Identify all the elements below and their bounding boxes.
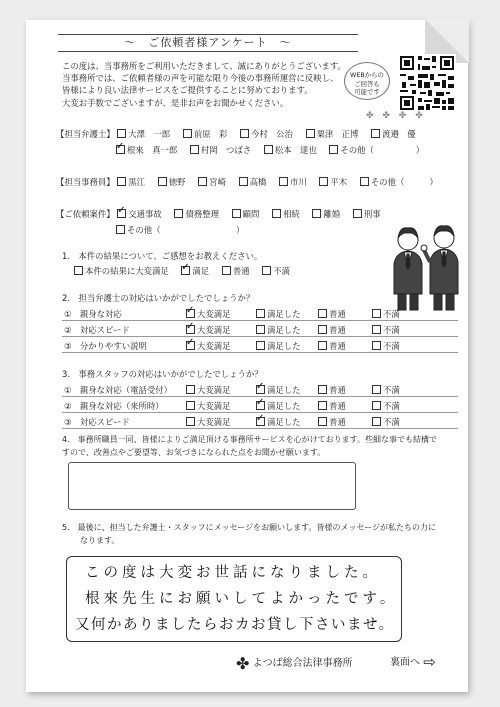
option-label: 不満: [273, 266, 291, 276]
q2-rating-option[interactable]: [256, 324, 301, 336]
option-label: 満足: [192, 266, 210, 276]
q3-rating-option[interactable]: [186, 384, 231, 396]
option-label: 前原 彩: [193, 129, 228, 139]
checkbox[interactable]: [264, 145, 273, 154]
checkbox[interactable]: [198, 177, 207, 186]
checkbox[interactable]: [74, 266, 83, 275]
checkbox[interactable]: [318, 417, 327, 426]
checkbox[interactable]: [240, 129, 249, 138]
intro-text: [62, 60, 362, 109]
option-label: 平木: [330, 177, 348, 187]
option-label: 離婚: [323, 209, 341, 219]
q1-options: [74, 265, 300, 277]
q2-text: 2. 担当弁護士の対応はいかがでしたでしょうか？: [62, 293, 255, 303]
checkbox[interactable]: [116, 225, 125, 234]
rating-label: 普通: [329, 309, 346, 319]
q3-rating-option[interactable]: [256, 416, 301, 428]
option-label: 黒江: [128, 177, 146, 187]
q1-option[interactable]: [181, 265, 209, 277]
qr-code[interactable]: [398, 54, 456, 112]
checkbox[interactable]: [183, 129, 192, 138]
case-label: 【ご依頼案件】: [56, 209, 115, 219]
arrow-right-icon: ⇨: [423, 653, 436, 671]
q3-rating-option[interactable]: [318, 400, 346, 412]
q3-text: 3. 事務スタッフの対応はいかがでしたでしょうか？: [62, 369, 263, 379]
lawyer-row-2: [116, 144, 434, 156]
q3-rating-option[interactable]: [186, 416, 231, 428]
case-option[interactable]: [272, 208, 300, 220]
checkbox[interactable]: [318, 401, 327, 410]
option-label: その他（ ）: [127, 225, 245, 235]
checkbox[interactable]: [353, 209, 362, 218]
checkbox[interactable]: [186, 401, 195, 410]
checkbox[interactable]: [279, 177, 288, 186]
rating-label: 不満: [383, 341, 400, 351]
rating-label: 満足した: [267, 417, 301, 427]
q2-rating-option[interactable]: [318, 324, 346, 336]
case-option[interactable]: [312, 208, 340, 220]
staff-option[interactable]: [360, 176, 438, 188]
web-answer-badge: [344, 62, 390, 100]
rating-label: 満足した: [267, 309, 301, 319]
checkbox[interactable]: [222, 266, 231, 275]
case-option[interactable]: [353, 208, 381, 220]
q3-rating-option[interactable]: [256, 400, 301, 412]
q2-rating-option[interactable]: [372, 340, 400, 352]
checkbox[interactable]: [329, 145, 338, 154]
intro-line: 大変お手数でございますが、是非お声をお聞かせください。: [62, 97, 289, 108]
rating-label: 不満: [383, 417, 400, 427]
q3-rating-option[interactable]: [256, 384, 301, 396]
checkbox[interactable]: [319, 177, 328, 186]
checkbox[interactable]: [318, 325, 327, 334]
web-badge-line: ご回答も: [354, 79, 380, 88]
checkbox[interactable]: [318, 309, 327, 318]
lawyers-illustration: [382, 216, 470, 316]
handwritten-line: 根來先生にお願いしてよかったです。: [85, 591, 399, 607]
case-option[interactable]: [116, 224, 244, 236]
next-page-link[interactable]: [390, 652, 436, 674]
checkbox[interactable]: [158, 177, 167, 186]
q3-rating-option[interactable]: [372, 400, 400, 412]
option-label: 市川: [289, 177, 307, 187]
office-footer: [236, 652, 353, 675]
lawyer-option[interactable]: [264, 144, 317, 156]
improvement-comment-box[interactable]: [68, 462, 356, 510]
checkbox[interactable]: [371, 129, 380, 138]
checkbox[interactable]: [232, 209, 241, 218]
q3-rating-option[interactable]: [372, 416, 400, 428]
q3-rating-option[interactable]: [372, 384, 400, 396]
staff-row: [56, 176, 448, 188]
q3-row-label: ② 親身な対応（来所時）: [64, 401, 164, 411]
case-row-2: [116, 224, 254, 236]
rating-label: 不満: [383, 309, 400, 319]
checkbox-checked[interactable]: [116, 145, 125, 154]
rating-label: 普通: [329, 341, 346, 351]
option-label: 普通: [232, 266, 250, 276]
lawyer-option[interactable]: [306, 128, 359, 140]
q2-row-label: ③ 分かりやすい説明: [64, 341, 147, 351]
checkbox[interactable]: [117, 129, 126, 138]
rating-label: 不満: [383, 401, 400, 411]
lawyer-option[interactable]: [371, 128, 416, 140]
rating-label: 普通: [329, 385, 346, 395]
option-label: 今村 公治: [251, 129, 293, 139]
rating-label: 普通: [329, 417, 346, 427]
rating-label: 満足した: [267, 341, 301, 351]
rating-label: 大変満足: [197, 309, 231, 319]
rating-label: 大変満足: [197, 385, 231, 395]
q1-option[interactable]: [262, 265, 290, 277]
checkbox[interactable]: [312, 209, 321, 218]
staff-option[interactable]: [319, 176, 347, 188]
staff-option[interactable]: [239, 176, 267, 188]
q3-rating-option[interactable]: [318, 384, 346, 396]
q3-rating-option[interactable]: [318, 416, 346, 428]
q5-text-line: なります。: [80, 536, 120, 545]
q1-option[interactable]: [222, 265, 250, 277]
checkbox[interactable]: [372, 325, 381, 334]
case-option[interactable]: [232, 208, 260, 220]
q2-rating-option[interactable]: [186, 324, 231, 336]
rating-label: 普通: [329, 325, 346, 335]
q2-rating-option[interactable]: [372, 324, 400, 336]
checkbox-checked[interactable]: [186, 341, 195, 350]
lawyer-option[interactable]: [329, 144, 424, 156]
q1-option[interactable]: [74, 265, 169, 277]
handwritten-line: この度は大変お世話になりました。: [85, 565, 381, 581]
rating-label: 満足した: [267, 385, 301, 395]
option-label: 本件の結果に大変満足: [85, 266, 169, 276]
q2-rating-option[interactable]: [186, 340, 231, 352]
lawyer-option[interactable]: [183, 128, 228, 140]
lawyer-option[interactable]: [190, 144, 251, 156]
lawyer-option[interactable]: [116, 144, 177, 156]
checkbox[interactable]: [262, 266, 271, 275]
checkbox[interactable]: [372, 341, 381, 350]
checkbox[interactable]: [186, 417, 195, 426]
checkbox[interactable]: [318, 385, 327, 394]
q2-row-label: ① 親身な対応: [64, 309, 122, 319]
case-option[interactable]: [117, 208, 162, 220]
checkbox-checked[interactable]: [186, 309, 195, 318]
checkbox[interactable]: [318, 341, 327, 350]
option-label: 村岡 つばさ: [200, 145, 252, 155]
lawyer-label: 【担当弁護士】: [56, 129, 115, 139]
checkbox[interactable]: [372, 385, 381, 394]
intro-line: 皆様により良い法律サービスをご提供することに努めております。: [62, 85, 313, 96]
checkbox[interactable]: [117, 177, 126, 186]
message-box[interactable]: [66, 556, 402, 642]
checkbox[interactable]: [256, 325, 265, 334]
option-label: 債務整理: [185, 209, 219, 219]
rating-label: 満足した: [267, 401, 301, 411]
rating-label: 満足した: [267, 325, 301, 335]
rating-label: 大変満足: [197, 341, 231, 351]
case-row-1: [56, 208, 391, 220]
option-label: 粟津 正博: [316, 129, 359, 139]
intro-line: この度は、当事務所をご利用いただきまして、誠にありがとうございます。: [62, 61, 346, 71]
office-name: よつば総合法律事務所: [252, 658, 353, 669]
checkbox-checked[interactable]: [181, 266, 190, 275]
option-label: 徳野: [168, 177, 186, 187]
staff-label: 【担当事務員】: [56, 177, 115, 187]
q5-text-line: 5. 最後に、担当した弁護士・スタッフにメッセージをお願いします。皆様のメッセージが私たちの力に: [62, 523, 437, 532]
lawyer-option[interactable]: [117, 128, 170, 140]
q2-rating-option[interactable]: [318, 308, 346, 320]
checkbox[interactable]: [372, 417, 381, 426]
web-badge-line: 可能です: [354, 88, 380, 97]
rating-label: 大変満足: [197, 417, 231, 427]
survey-title: ～ ご依頼者様アンケート ～: [58, 34, 358, 52]
option-label: 大澤 一郎: [128, 129, 171, 139]
rating-label: 不満: [383, 325, 400, 335]
option-label: その他（ ）: [370, 177, 438, 187]
checkbox-checked[interactable]: [117, 209, 126, 218]
checkbox-checked[interactable]: [256, 417, 265, 426]
option-label: 顧問: [242, 209, 260, 219]
q2-rating-option[interactable]: [186, 308, 231, 320]
option-label: 根來 真一郎: [127, 145, 178, 155]
web-badge-line: WEBからの: [350, 71, 384, 79]
survey-page: [26, 20, 468, 692]
q1-text: 1. 本件の結果について、ご感想をお教えください。: [62, 251, 263, 261]
option-label: 渡邉 優: [382, 129, 416, 139]
checkbox-checked[interactable]: [256, 385, 265, 394]
checkbox[interactable]: [372, 309, 381, 318]
case-option[interactable]: [174, 208, 219, 220]
checkbox[interactable]: [186, 385, 195, 394]
option-label: その他（ ）: [340, 145, 425, 155]
staff-option[interactable]: [279, 176, 307, 188]
checkbox[interactable]: [256, 309, 265, 318]
q2-rating-option[interactable]: [372, 308, 400, 320]
staff-option[interactable]: [158, 176, 186, 188]
checkbox[interactable]: [256, 341, 265, 350]
checkbox[interactable]: [190, 145, 199, 154]
checkbox[interactable]: [239, 177, 248, 186]
next-page-label: 裏面へ: [390, 657, 420, 668]
q3-row-label: ① 親身な対応（電話受付）: [64, 385, 173, 395]
q3-rating-option[interactable]: [186, 400, 231, 412]
rating-label: 大変満足: [197, 325, 231, 335]
checkbox-checked[interactable]: [186, 325, 195, 334]
option-label: 松本 達也: [274, 145, 317, 155]
clover-decoration-icon: ✤ ✤ ✤ ✤: [366, 111, 426, 121]
q4-text-line: 4. 事務所職員一同、皆様によりご満足頂ける事務所サービスを心がけております。些細な事でも結構で: [62, 435, 437, 444]
q2-rating-option[interactable]: [256, 308, 301, 320]
q2-rating-option[interactable]: [256, 340, 301, 352]
option-label: 宮崎: [209, 177, 226, 187]
checkbox[interactable]: [174, 209, 183, 218]
checkbox-checked[interactable]: [256, 401, 265, 410]
staff-option[interactable]: [198, 176, 226, 188]
checkbox[interactable]: [372, 401, 381, 410]
checkbox[interactable]: [360, 177, 369, 186]
lawyer-row-1: [56, 128, 426, 140]
checkbox[interactable]: [306, 129, 315, 138]
option-label: 高橋: [249, 177, 267, 187]
option-label: 刑事: [363, 209, 381, 219]
rating-label: 大変満足: [197, 401, 231, 411]
q2-rating-option[interactable]: [318, 340, 346, 352]
rating-label: 普通: [329, 401, 346, 411]
handwritten-line: 又何かありましたらおカお貸し下さいませ。: [75, 617, 395, 633]
checkbox[interactable]: [272, 209, 281, 218]
lawyer-option[interactable]: [240, 128, 293, 140]
rating-label: 不満: [383, 385, 400, 395]
q3-row-label: ③ 対応スピード: [64, 417, 130, 427]
staff-option[interactable]: [117, 176, 145, 188]
option-label: 交通事故: [128, 209, 162, 219]
q4-text-line: すので、改善点やご要望等、お気づきになられた点をお聞かせ願います。: [62, 448, 326, 457]
q2-row-label: ② 対応スピード: [64, 325, 130, 335]
intro-line: 当事務所では、ご依頼者様の声を可能な限り今後の事務所運営に反映し、: [62, 73, 339, 84]
clover-logo-icon: ✤: [236, 654, 250, 673]
option-label: 相続: [283, 209, 300, 219]
